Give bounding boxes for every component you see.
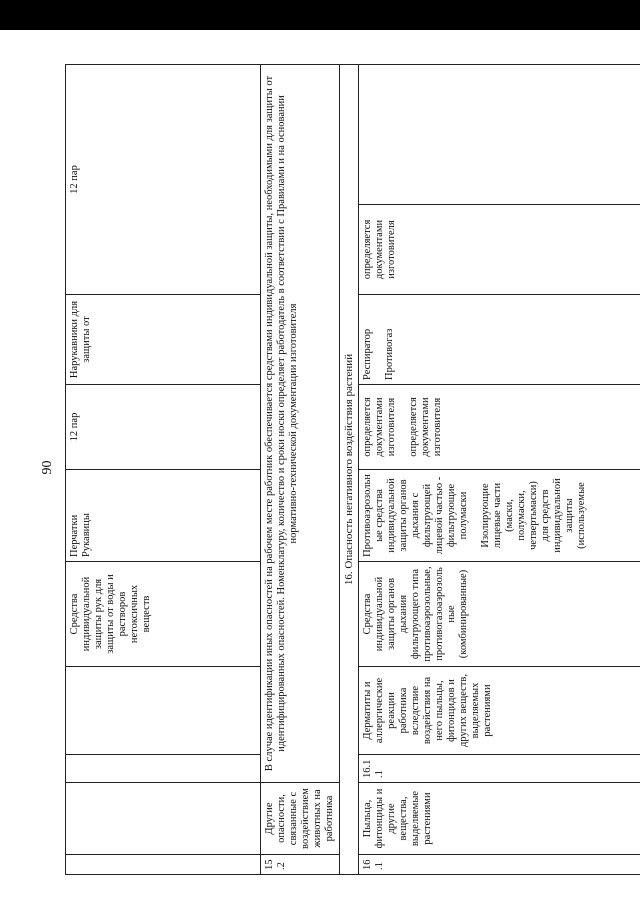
note-cell: В случае идентификации иных опасностей на рабочем месте работник обеспечивается средствами индивидуальной защиты, необходимыми для защиты от идентифицированных опасностей. Номенклатуру, количество и сроки носки определяет работодатель в соответствии с Правилами и на основании нормативно-технической документации изготовителя bbox=[261, 65, 340, 783]
table-row bbox=[340, 65, 359, 875]
rotated-page bbox=[0, 30, 640, 905]
section-title: 16. Опасность негативного воздействия растений bbox=[340, 65, 359, 875]
page-number: 90 bbox=[40, 460, 55, 475]
scan-top-band bbox=[0, 0, 640, 30]
norm-2: определяется документами изготовителя bbox=[408, 397, 443, 457]
table-row bbox=[261, 65, 340, 875]
table-row bbox=[66, 65, 261, 875]
gloves-label: Перчатки bbox=[69, 514, 80, 557]
siz-cell: Средства индивидуальной защиты органов дыхания фильтрующего типа противоаэрозольные, противогазоаэрозольные (комбинированные) bbox=[359, 562, 640, 667]
naim-2: Изолирующие лицевые части (маски, полумаски, четвертьмаски) для средств индивидуальной защиты (используемые bbox=[480, 478, 587, 553]
event-cell: Дерматиты и аллергические реакции работника вследствие воздействия на него пыльцы, фитонцидов и других веществ, выделяемых растениями bbox=[359, 667, 640, 755]
alt-2: Противогаз bbox=[384, 328, 395, 380]
siz-cell: Средства индивидуальной защиты рук для защиты от воды и растворов нетоксичных веществ bbox=[66, 562, 261, 667]
alt-norm-cell: определяется документами изготовителя bbox=[359, 205, 640, 295]
row-number: 16.1 bbox=[359, 855, 640, 875]
row-number: 15.2 bbox=[261, 855, 340, 875]
siz-norms-table bbox=[65, 64, 640, 875]
sub-row-number: 16.1.1 bbox=[359, 755, 640, 783]
norm-cell: 12 пар bbox=[66, 385, 261, 470]
table-row bbox=[359, 65, 640, 875]
hazard-cell: Другие опасности, связанные с воздействием животных на работника bbox=[261, 783, 340, 855]
naim-1: Противоаэрозольные средства индивидуальной защиты органов дыхания с фильтрующей лицевой частью - фильтрующие полумаски bbox=[362, 474, 469, 557]
norm-cell: 12 пар bbox=[66, 65, 261, 295]
alt-1: Респиратор bbox=[362, 328, 373, 380]
naimenovanie-cell bbox=[359, 470, 640, 562]
alt-cell bbox=[359, 295, 640, 385]
sleeves-cell: Нарукавники для защиты от bbox=[66, 295, 261, 385]
norm-cell bbox=[359, 385, 640, 470]
hazard-cell: Пыльца, фитонциды и другие вещества, выделяемые растениями bbox=[359, 783, 640, 855]
naimenovanie-cell bbox=[66, 470, 261, 562]
norm-1: определяется документами изготовителя bbox=[362, 397, 397, 457]
mittens-label: Рукавицы bbox=[81, 513, 92, 557]
